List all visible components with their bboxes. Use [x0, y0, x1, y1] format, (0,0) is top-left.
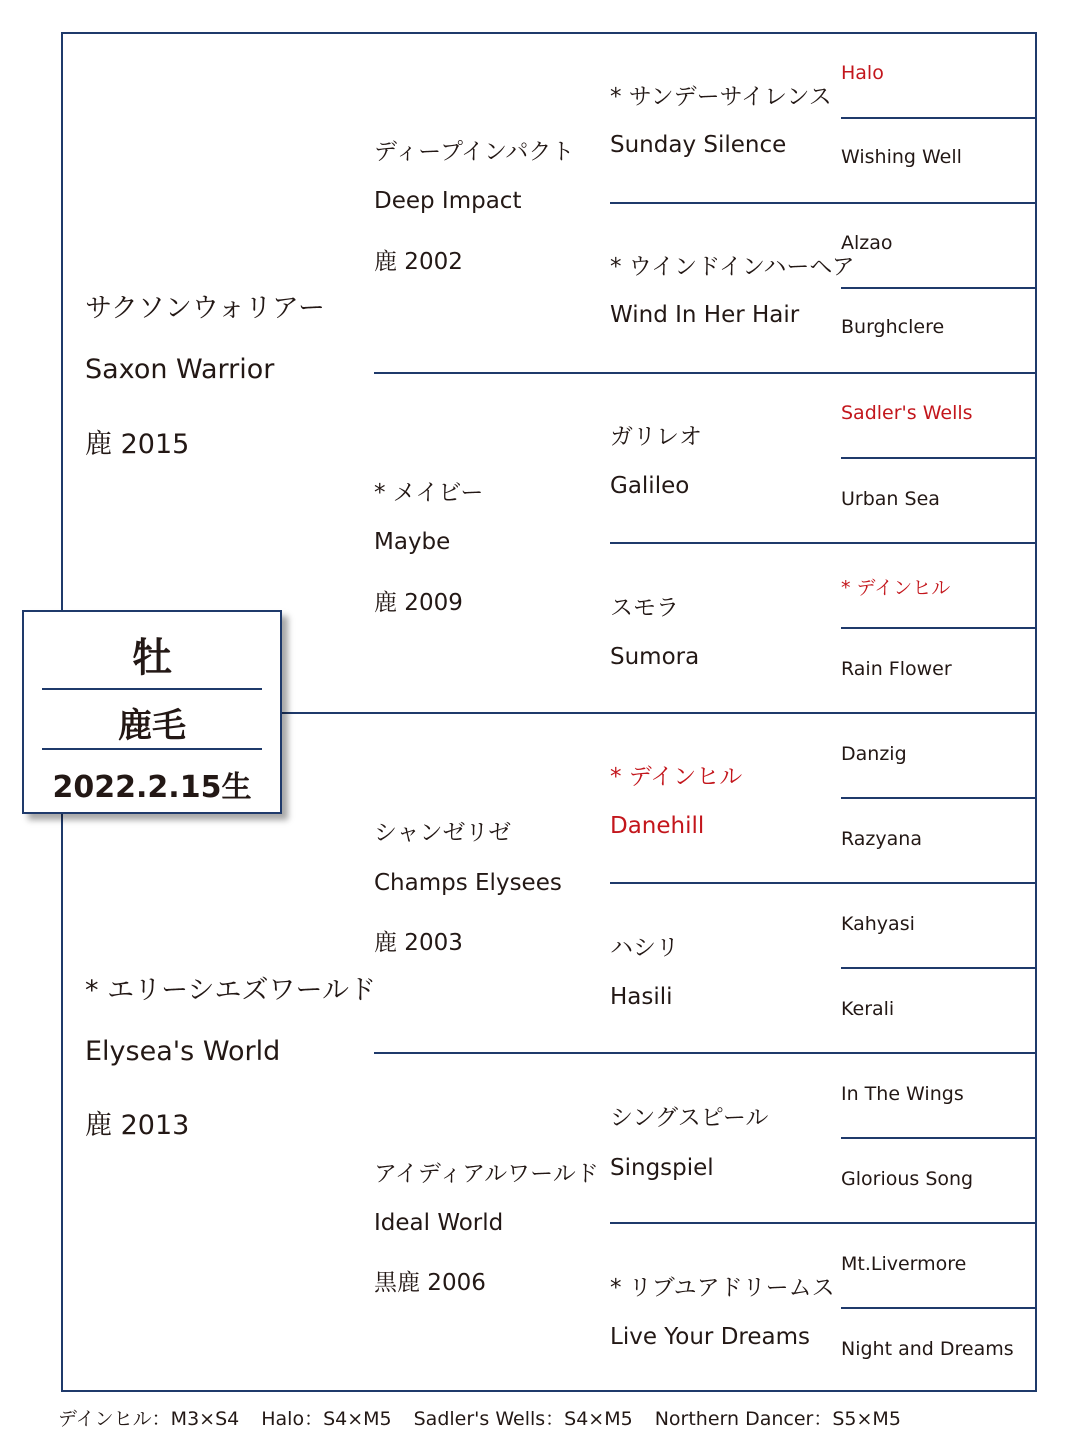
divider-g4-7	[841, 1137, 1037, 1139]
inbreeding-item: Halo：S4×M5	[261, 1408, 392, 1430]
divider-g4-5	[841, 797, 1037, 799]
sire-name-en: Saxon Warrior	[85, 354, 275, 385]
g3-jp: * ウインドインハーヘア	[610, 254, 855, 280]
g3-en: Danehill	[610, 813, 705, 839]
g3-en: Singspiel	[610, 1155, 714, 1181]
sd-name-jp: * メイビー	[374, 480, 484, 506]
inbreeding-item: Northern Dancer：S5×M5	[654, 1408, 901, 1430]
g4-name: Sadler's Wells	[841, 402, 973, 424]
g3-en: Live Your Dreams	[610, 1324, 810, 1350]
divider-dam-parents	[374, 1052, 1037, 1054]
g3-jp: ガリレオ	[610, 424, 702, 450]
g4-name: Mt.Livermore	[841, 1253, 967, 1275]
g4-name: Alzao	[841, 232, 893, 254]
inbreeding-item: デインヒル：M3×S4	[58, 1408, 240, 1430]
divider-g4-2	[841, 287, 1037, 289]
dd-name-jp: アイディアルワールド	[374, 1161, 599, 1187]
divider-sire-parents	[374, 372, 1037, 374]
divider-g3-2	[610, 542, 1037, 544]
divider-g3-1	[610, 202, 1037, 204]
divider-g4-1	[841, 117, 1037, 119]
g3-jp: * リブユアドリームス	[610, 1275, 835, 1301]
horse-box-divider	[42, 748, 262, 750]
dam-info: 鹿 2013	[85, 1110, 190, 1141]
dd-name-en: Ideal World	[374, 1210, 504, 1236]
sire-info: 鹿 2015	[85, 429, 190, 460]
ds-name-jp: シャンゼリゼ	[374, 820, 512, 846]
ss-name-jp: ディープインパクト	[374, 139, 575, 165]
g3-jp: * サンデーサイレンス	[610, 84, 832, 110]
g4-name: Wishing Well	[841, 146, 962, 168]
divider-g3-4	[610, 1222, 1037, 1224]
ss-name-en: Deep Impact	[374, 188, 522, 214]
g3-jp: シングスピール	[610, 1105, 769, 1131]
g4-name: Burghclere	[841, 316, 945, 338]
g4-name: * デインヒル	[841, 577, 951, 599]
g3-jp: * デインヒル	[610, 764, 743, 790]
g3-en: Sumora	[610, 644, 700, 670]
g4-name: Urban Sea	[841, 488, 940, 510]
dam-name-jp: * エリーシエズワールド	[85, 975, 377, 1006]
g4-name: In The Wings	[841, 1083, 964, 1105]
horse-sex: 牡	[132, 635, 172, 681]
divider-g4-8	[841, 1307, 1037, 1309]
divider-g3-3	[610, 882, 1037, 884]
g4-name: Danzig	[841, 743, 907, 765]
divider-sire-dam	[282, 712, 1037, 714]
divider-g4-3	[841, 457, 1037, 459]
horse-box-divider	[42, 688, 262, 690]
g3-en: Sunday Silence	[610, 132, 787, 158]
g3-jp: ハシリ	[610, 935, 679, 961]
sd-name-en: Maybe	[374, 529, 451, 555]
divider-g4-4	[841, 627, 1037, 629]
sd-info: 鹿 2009	[374, 590, 463, 616]
g4-name: Razyana	[841, 828, 922, 850]
g4-name: Kahyasi	[841, 913, 915, 935]
inbreeding-footer	[58, 1404, 923, 1431]
g4-name: Night and Dreams	[841, 1338, 1014, 1360]
g4-name: Rain Flower	[841, 658, 952, 680]
g3-en: Hasili	[610, 984, 673, 1010]
dd-info: 黒鹿 2006	[374, 1270, 486, 1296]
ds-name-en: Champs Elysees	[374, 870, 562, 896]
horse-info-box	[22, 610, 282, 814]
g3-jp: スモラ	[610, 595, 679, 621]
horse-color: 鹿毛	[118, 706, 186, 746]
g4-name: Glorious Song	[841, 1168, 974, 1190]
g4-name: Halo	[841, 62, 884, 84]
ds-info: 鹿 2003	[374, 930, 463, 956]
ss-info: 鹿 2002	[374, 249, 463, 275]
dam-name-en: Elysea's World	[85, 1036, 281, 1067]
divider-g4-6	[841, 967, 1037, 969]
horse-birth: 2022.2.15生	[52, 770, 252, 805]
g3-en: Galileo	[610, 473, 690, 499]
g4-name: Kerali	[841, 998, 895, 1020]
g3-en: Wind In Her Hair	[610, 302, 800, 328]
inbreeding-item: Sadler's Wells：S4×M5	[413, 1408, 633, 1430]
sire-name-jp: サクソンウォリアー	[85, 293, 326, 324]
